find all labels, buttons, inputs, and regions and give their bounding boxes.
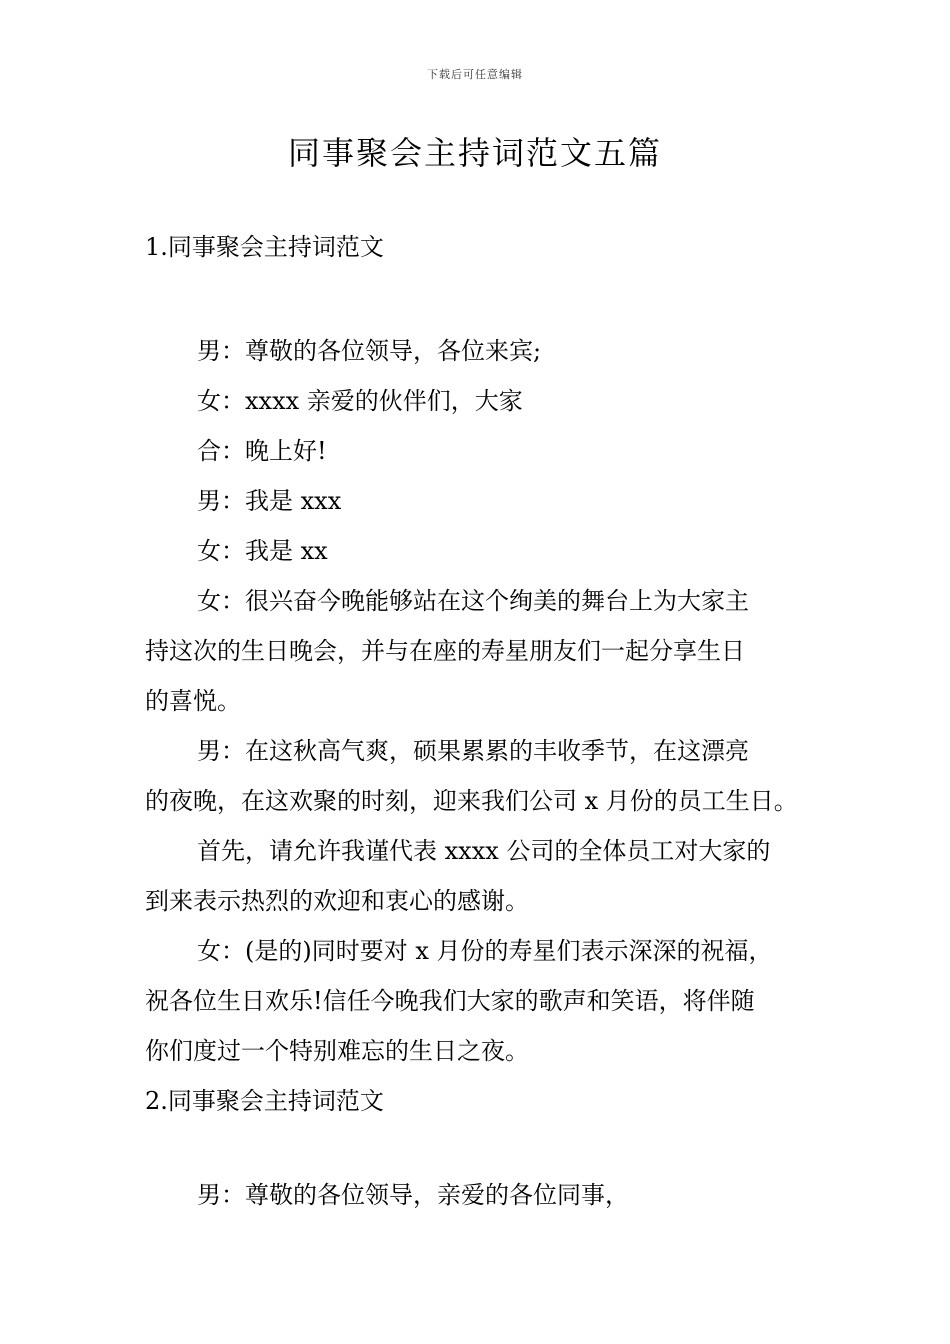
paragraph-line: 的夜晚，在这欢聚的时刻，迎来我们公司 x 月份的员工生日。 (145, 787, 798, 815)
paragraph-line: 到来表示热烈的欢迎和衷心的感谢。 (145, 887, 529, 915)
paragraph-line: 女：很兴奋今晚能够站在这个绚美的舞台上为大家主 (197, 587, 749, 615)
paragraph-line: 女：xxxx 亲爱的伙伴们，大家 (197, 387, 523, 415)
paragraph-line: 女：我是 xx (197, 537, 328, 565)
paragraph-line: 男：尊敬的各位领导，各位来宾; (197, 337, 542, 365)
paragraph-line: 男：我是 xxx (197, 487, 342, 515)
paragraph-line: 祝各位生日欢乐!信任今晚我们大家的歌声和笑语，将伴随 (145, 987, 755, 1015)
header-note: 下载后可任意编辑 (427, 68, 523, 81)
paragraph-line: 男：在这秋高气爽，硕果累累的丰收季节，在这漂亮 (197, 737, 749, 765)
paragraph-line: 首先，请允许我谨代表 xxxx 公司的全体员工对大家的 (197, 837, 771, 865)
paragraph-line: 男：尊敬的各位领导，亲爱的各位同事， (197, 1181, 629, 1209)
paragraph-line: 1.同事聚会主持词范文 (145, 233, 384, 261)
paragraph-line: 的喜悦。 (145, 687, 241, 715)
document-title: 同事聚会主持词范文五篇 (287, 134, 662, 172)
paragraph-line: 你们度过一个特别难忘的生日之夜。 (145, 1037, 529, 1065)
paragraph-line: 合：晚上好! (197, 437, 327, 465)
paragraph-line: 女：(是的)同时要对 x 月份的寿星们表示深深的祝福， (197, 937, 773, 965)
paragraph-line: 2.同事聚会主持词范文 (145, 1087, 384, 1115)
paragraph-line: 持这次的生日晚会，并与在座的寿星朋友们一起分享生日 (145, 637, 745, 665)
